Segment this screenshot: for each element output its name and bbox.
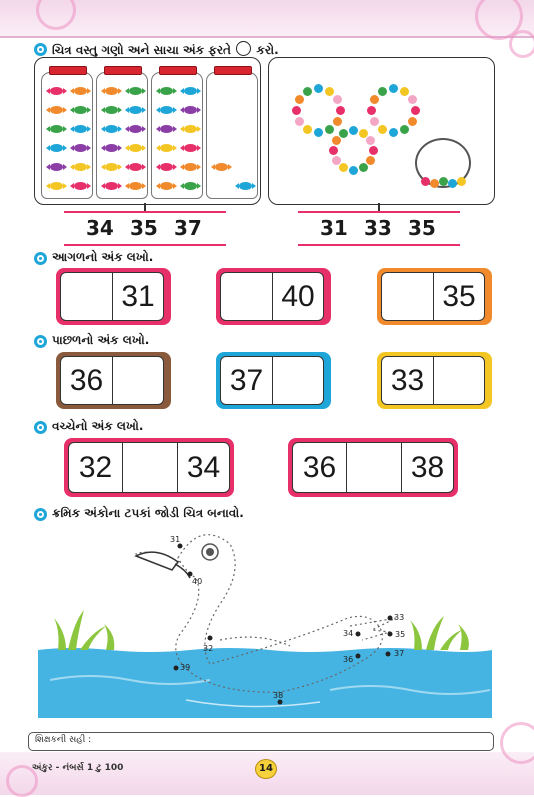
candy-icon <box>50 87 63 95</box>
answer-cell[interactable] <box>220 272 273 321</box>
dot-label-37: 37 <box>394 649 405 658</box>
candy-icon <box>129 182 142 190</box>
candy-icon <box>160 87 173 95</box>
bead-icon <box>378 125 387 134</box>
dot-to-dot-swan <box>30 522 500 732</box>
candy-icon <box>105 144 118 152</box>
candy-jar <box>151 72 203 199</box>
signature-label: શિક્ષકની સહી : <box>35 735 92 745</box>
previous-number-box <box>377 352 492 409</box>
answer-cell[interactable] <box>381 272 434 321</box>
candy-icon <box>105 163 118 171</box>
candy-icon <box>105 182 118 190</box>
given-number: 35 <box>433 272 485 321</box>
given-number: 32 <box>68 442 123 493</box>
given-number: 37 <box>220 356 273 405</box>
candy-icon <box>105 106 118 114</box>
bead-icon <box>400 125 409 134</box>
candy-icon <box>129 144 142 152</box>
question-2-prompt: આગળનો અંક લખો. <box>52 250 154 264</box>
prompt-end-text: કરો. <box>256 43 279 57</box>
bead-icon <box>370 117 379 126</box>
bead-answer-ribbon <box>298 211 460 246</box>
candy-jars-panel <box>34 57 261 205</box>
bead-icon <box>329 146 338 155</box>
bead-icon <box>411 106 420 115</box>
bead-icon <box>408 117 417 126</box>
page-number: 14 <box>255 759 277 779</box>
candy-answer-ribbon <box>64 211 226 246</box>
bead-icon <box>349 126 358 135</box>
bead-icon <box>389 128 398 137</box>
previous-number-box <box>216 352 331 409</box>
dot-39 <box>174 666 179 671</box>
candy-icon <box>160 163 173 171</box>
candy-icon <box>50 182 63 190</box>
candy-icon <box>50 144 63 152</box>
bead-icon <box>366 136 375 145</box>
option-31[interactable]: 31 <box>320 216 348 240</box>
next-number-box <box>56 268 171 325</box>
dot-34 <box>356 632 361 637</box>
candy-icon <box>160 106 173 114</box>
bullet-icon <box>34 508 47 521</box>
bead-icon <box>389 84 398 93</box>
candy-icon <box>74 87 87 95</box>
candy-icon <box>184 182 197 190</box>
bead-icon <box>325 87 334 96</box>
answer-cell[interactable] <box>60 272 113 321</box>
bead-icon <box>408 95 417 104</box>
candy-icon <box>129 125 142 133</box>
dot-label-33: 33 <box>394 613 405 622</box>
answer-cell[interactable] <box>433 356 485 405</box>
bead-icon <box>303 125 312 134</box>
candy-icon <box>184 87 197 95</box>
candy-icon <box>184 125 197 133</box>
bead-icon <box>430 179 439 188</box>
answer-cell[interactable] <box>122 442 178 493</box>
dot-label-34: 34 <box>343 629 354 638</box>
given-number: 38 <box>401 442 454 493</box>
candy-icon <box>50 106 63 114</box>
candy-jar <box>206 72 258 199</box>
question-3-prompt: પાછળનો અંક લખો. <box>52 333 150 347</box>
dot-label-39: 39 <box>180 663 191 672</box>
bead-icon <box>332 156 341 165</box>
candy-icon <box>160 125 173 133</box>
candy-icon <box>129 87 142 95</box>
prompt-text: ચિત્ર વસ્તુ ગણો અને સાચા અંક ફરતે <box>52 43 232 57</box>
bead-icon <box>336 106 345 115</box>
grass-right <box>410 616 469 650</box>
bullet-icon <box>34 421 47 434</box>
swirl-decoration <box>500 722 534 764</box>
bead-icon <box>378 87 387 96</box>
bead-icon <box>400 87 409 96</box>
dot-label-38: 38 <box>273 691 284 700</box>
swan-beak <box>136 552 178 570</box>
candy-icon <box>74 125 87 133</box>
candy-icon <box>129 163 142 171</box>
candy-icon <box>215 163 228 171</box>
given-number: 33 <box>381 356 434 405</box>
candy-icon <box>105 125 118 133</box>
next-number-box <box>377 268 492 325</box>
given-number: 40 <box>272 272 324 321</box>
candy-jar <box>96 72 148 199</box>
dot-40 <box>188 572 193 577</box>
bead-icon <box>295 95 304 104</box>
candy-icon <box>74 106 87 114</box>
candy-icon <box>160 144 173 152</box>
bead-icon <box>349 166 358 175</box>
question-1-prompt <box>52 41 279 58</box>
next-number-box <box>216 268 331 325</box>
bead-icon <box>370 95 379 104</box>
answer-cell[interactable] <box>346 442 402 493</box>
candy-icon <box>184 106 197 114</box>
candy-icon <box>50 163 63 171</box>
dot-37 <box>386 652 391 657</box>
bead-icon <box>339 129 348 138</box>
footer-book-title: અંકુર - નંબર્સ 1 ટુ 100 <box>32 763 124 773</box>
bead-icon <box>367 106 376 115</box>
bead-icon <box>369 146 378 155</box>
water <box>38 648 492 718</box>
dot-35 <box>388 632 393 637</box>
bead-icon <box>359 163 368 172</box>
candy-icon <box>239 182 252 190</box>
bead-necklaces-panel <box>268 57 495 205</box>
bead-icon <box>325 125 334 134</box>
bead-icon <box>457 177 466 186</box>
bead-icon <box>333 95 342 104</box>
bead-icon <box>292 106 301 115</box>
middle-number-box <box>288 438 458 497</box>
dot-label-32: 32 <box>203 644 214 653</box>
bead-icon <box>339 163 348 172</box>
bullet-icon <box>34 43 47 56</box>
previous-number-box <box>56 352 171 409</box>
candy-icon <box>50 125 63 133</box>
option-33[interactable]: 33 <box>364 216 392 240</box>
dot-31 <box>178 544 183 549</box>
candy-icon <box>74 163 87 171</box>
teacher-signature-field[interactable] <box>28 732 494 751</box>
given-number: 36 <box>60 356 113 405</box>
dot-38 <box>278 700 283 705</box>
given-number: 34 <box>177 442 230 493</box>
bead-icon <box>366 156 375 165</box>
question-4-prompt: વચ્ચેનો અંક લખો. <box>52 419 144 433</box>
bead-icon <box>421 177 430 186</box>
dot-label-36: 36 <box>343 655 354 664</box>
answer-cell[interactable] <box>272 356 324 405</box>
bead-icon <box>333 117 342 126</box>
bead-icon <box>448 179 457 188</box>
dot-label-31: 31 <box>170 535 181 544</box>
bead-icon <box>295 117 304 126</box>
dot-32 <box>208 636 213 641</box>
dot-36 <box>356 654 361 659</box>
bead-icon <box>303 87 312 96</box>
question-5-prompt: ક્રમિક અંકોના ટપકાં જોડી ચિત્ર બનાવો. <box>52 506 244 520</box>
dot-label-40: 40 <box>192 577 203 586</box>
dot-label-35: 35 <box>395 630 406 639</box>
bead-icon <box>314 128 323 137</box>
swirl-decoration <box>509 30 534 58</box>
dot-33 <box>388 616 393 621</box>
bullet-icon <box>34 335 47 348</box>
top-decorative-band <box>0 0 534 38</box>
grass-left <box>54 610 114 650</box>
candy-icon <box>74 144 87 152</box>
bead-icon <box>332 136 341 145</box>
candy-icon <box>160 182 173 190</box>
bullet-icon <box>34 252 47 265</box>
option-34[interactable]: 34 <box>86 216 114 240</box>
candy-icon <box>74 182 87 190</box>
given-number: 31 <box>112 272 164 321</box>
candy-icon <box>129 106 142 114</box>
candy-icon <box>184 163 197 171</box>
bead-icon <box>439 177 448 186</box>
answer-cell[interactable] <box>112 356 164 405</box>
option-35[interactable]: 35 <box>130 216 158 240</box>
option-37[interactable]: 37 <box>174 216 202 240</box>
candy-icon <box>105 87 118 95</box>
given-number: 36 <box>292 442 347 493</box>
bead-icon <box>314 84 323 93</box>
candy-icon <box>184 144 197 152</box>
middle-number-box <box>64 438 234 497</box>
circle-icon <box>236 41 251 56</box>
candy-jar <box>41 72 93 199</box>
option-35[interactable]: 35 <box>408 216 436 240</box>
